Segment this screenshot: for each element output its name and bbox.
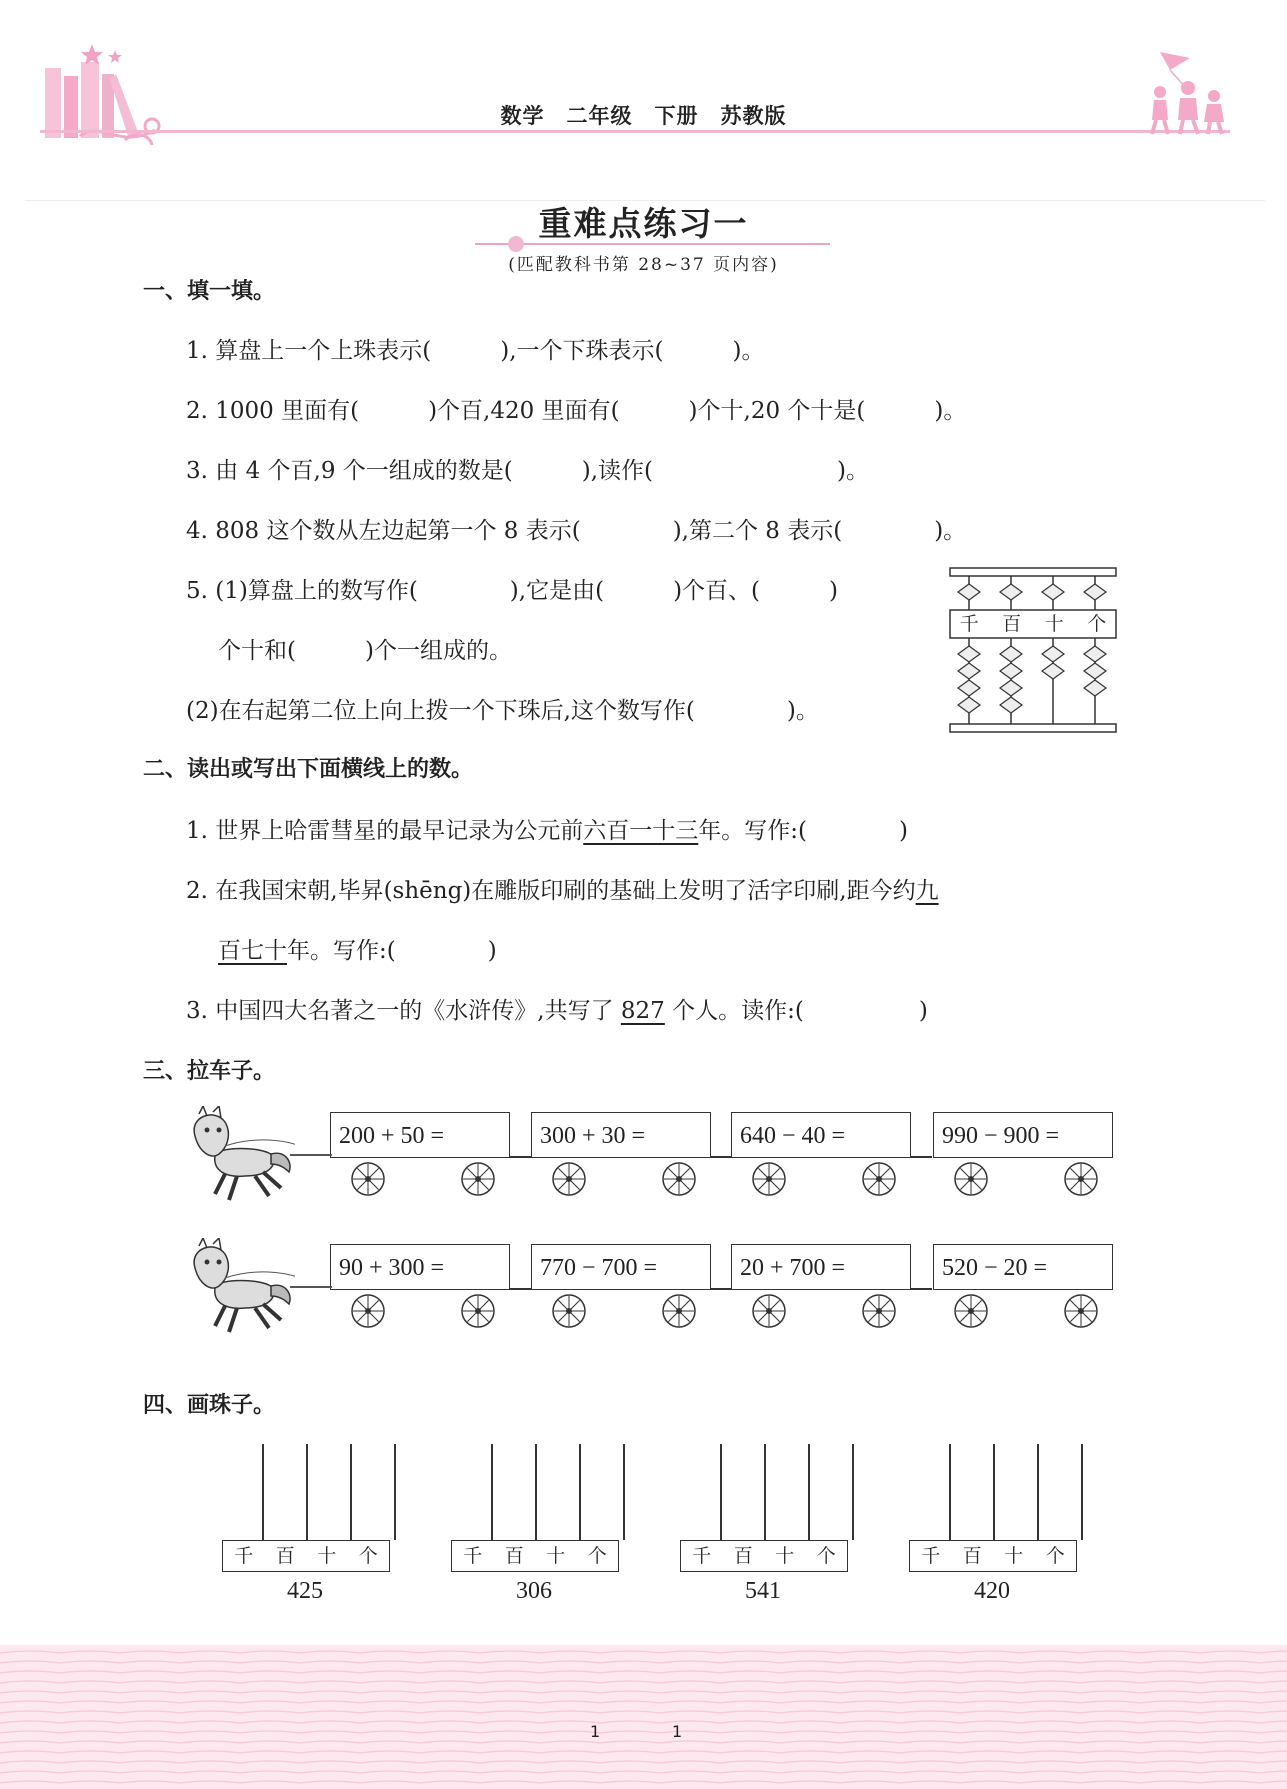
header-title: 数学 二年级 下册 苏教版 [500, 103, 787, 128]
title-rule [475, 243, 830, 245]
abacus-lower-bead [1000, 697, 1022, 713]
s2-q2-post: 年。写作:( ) [287, 938, 497, 964]
place-value-label: 个 [358, 1545, 378, 1567]
train-car-equation[interactable]: 990 − 900 = [933, 1112, 1113, 1158]
car-coupler [510, 1288, 531, 1290]
train-row-1 [185, 1112, 1120, 1232]
wheel-icon [953, 1293, 989, 1333]
wheel-icon [460, 1161, 496, 1201]
s1-question-4: 4. 808 这个数从左边起第一个 8 表示( ),第二个 8 表示( )。 [186, 518, 967, 544]
s2-q3-post: 个人。读作:( ) [664, 998, 928, 1024]
s2-q1-pre: 1. 世界上哈雷彗星的最早记录为公元前 [186, 818, 584, 844]
abacus-upper-bead [1084, 584, 1106, 600]
bead-rod [852, 1444, 854, 1540]
target-number: 541 [745, 1578, 781, 1604]
bead-rod [306, 1444, 308, 1540]
page-number-right: 1 [672, 1722, 683, 1741]
place-value-label: 百 [504, 1545, 524, 1567]
s2-q1-post: 年。写作:( ) [698, 818, 908, 844]
abacus-lower-bead [1000, 680, 1022, 696]
car-coupler [911, 1156, 932, 1158]
s2-question-1 [186, 812, 908, 845]
abacus-figure [948, 566, 1118, 734]
section-2-heading: 二、读出或写出下面横线上的数。 [143, 757, 474, 782]
bead-rod [1037, 1444, 1039, 1540]
s2-q3-pre: 3. 中国四大名著之一的《水浒传》,共写了 [186, 998, 621, 1024]
bead-exercise[interactable] [909, 1440, 1079, 1610]
abacus-lower-bead [1084, 646, 1106, 662]
wheel-icon [1063, 1293, 1099, 1333]
place-value-labels [680, 1540, 848, 1572]
place-value-labels [909, 1540, 1077, 1572]
abacus-label: 十 [1044, 613, 1064, 635]
abacus-label: 个 [1087, 613, 1107, 635]
car-coupler [510, 1156, 531, 1158]
abacus-lower-bead [1084, 663, 1106, 679]
wheel-icon [460, 1293, 496, 1333]
place-value-label: 十 [775, 1545, 795, 1567]
wheel-icon [551, 1161, 587, 1201]
wheel-icon [350, 1293, 386, 1333]
place-value-label: 个 [587, 1545, 607, 1567]
abacus-label-row [948, 610, 1118, 638]
book-logo-icon [40, 40, 170, 150]
s2-question-3 [186, 992, 928, 1025]
harness-rope [290, 1286, 332, 1288]
bead-rod [949, 1444, 951, 1540]
horse-icon [185, 1106, 295, 1210]
wheel-icon [661, 1161, 697, 1201]
place-value-label: 个 [1045, 1545, 1065, 1567]
train-car-equation[interactable]: 520 − 20 = [933, 1244, 1113, 1290]
abacus-upper-bead [1042, 584, 1064, 600]
place-value-label: 百 [962, 1545, 982, 1567]
place-value-label: 个 [816, 1545, 836, 1567]
bead-rod [720, 1444, 722, 1540]
place-value-label: 千 [692, 1545, 712, 1567]
bead-rod [262, 1444, 264, 1540]
wheel-icon [861, 1293, 897, 1333]
target-number: 420 [974, 1578, 1010, 1604]
target-number: 425 [287, 1578, 323, 1604]
car-coupler [911, 1288, 932, 1290]
s1-question-2: 2. 1000 里面有( )个百,420 里面有( )个十,20 个十是( )。 [186, 398, 967, 424]
s2-q2-underlined-b: 百七十 [218, 938, 287, 964]
abacus-lower-bead [958, 680, 980, 696]
place-value-label: 千 [921, 1545, 941, 1567]
place-value-label: 千 [234, 1545, 254, 1567]
place-value-label: 十 [317, 1545, 337, 1567]
bead-rod [394, 1444, 396, 1540]
train-car-equation[interactable]: 640 − 40 = [731, 1112, 911, 1158]
car-coupler [711, 1156, 732, 1158]
abacus-lower-bead [958, 663, 980, 679]
bead-rod [1081, 1444, 1083, 1540]
s2-question-2-cont [218, 932, 497, 965]
bead-exercise[interactable] [680, 1440, 850, 1610]
page-title: 重难点练习一 [538, 204, 749, 243]
wheel-icon [1063, 1161, 1099, 1201]
abacus-lower-bead [1042, 646, 1064, 662]
header-rule [40, 130, 1230, 133]
bead-rod [623, 1444, 625, 1540]
place-value-label: 十 [1004, 1545, 1024, 1567]
s1-question-5a: 5. (1)算盘上的数写作( ),它是由( )个百、( ) [186, 578, 838, 604]
car-coupler [711, 1288, 732, 1290]
section-4-heading: 四、画珠子。 [143, 1393, 276, 1418]
s2-q3-underlined: 827 [620, 998, 665, 1024]
bead-rod [579, 1444, 581, 1540]
wheel-icon [661, 1293, 697, 1333]
wheel-icon [551, 1293, 587, 1333]
page-number-left: 1 [590, 1722, 601, 1741]
train-car-equation[interactable]: 300 + 30 = [531, 1112, 711, 1158]
abacus-lower-bead [1042, 663, 1064, 679]
bead-exercise[interactable] [451, 1440, 621, 1610]
s2-q2-underlined-a: 九 [915, 878, 939, 904]
section-3-heading: 三、拉车子。 [143, 1059, 276, 1084]
bead-rod [764, 1444, 766, 1540]
bead-rod [491, 1444, 493, 1540]
bead-rod [350, 1444, 352, 1540]
train-car-equation[interactable]: 200 + 50 = [330, 1112, 510, 1158]
bead-exercise[interactable] [222, 1440, 392, 1610]
abacus-lower-bead [1000, 646, 1022, 662]
bead-rod [808, 1444, 810, 1540]
s1-question-1: 1. 算盘上一个上珠表示( ),一个下珠表示( )。 [186, 338, 765, 364]
place-value-label: 十 [546, 1545, 566, 1567]
train-row-2 [185, 1244, 1120, 1364]
abacus-label: 百 [1002, 613, 1022, 635]
horse-icon [185, 1238, 295, 1342]
target-number: 306 [516, 1578, 552, 1604]
place-value-labels [222, 1540, 390, 1572]
kids-kite-icon [1140, 50, 1240, 135]
bead-rod [535, 1444, 537, 1540]
wheel-icon [953, 1161, 989, 1201]
s1-question-3: 3. 由 4 个百,9 个一组成的数是( ),读作( )。 [186, 458, 869, 484]
wheel-icon [751, 1161, 787, 1201]
place-value-label: 百 [275, 1545, 295, 1567]
abacus-upper-bead [1000, 584, 1022, 600]
train-car-equation[interactable]: 770 − 700 = [531, 1244, 711, 1290]
wheel-icon [861, 1161, 897, 1201]
place-value-label: 百 [733, 1545, 753, 1567]
abacus-upper-bead [958, 584, 980, 600]
train-car-equation[interactable]: 20 + 700 = [731, 1244, 911, 1290]
place-value-labels [451, 1540, 619, 1572]
abacus-lower-bead [1084, 680, 1106, 696]
wheel-icon [751, 1293, 787, 1333]
place-value-label: 千 [463, 1545, 483, 1567]
abacus-lower-bead [958, 697, 980, 713]
s1-question-5c: (2)在右起第二位上向上拨一个下珠后,这个数写作( )。 [186, 698, 819, 724]
abacus-lower-bead [1000, 663, 1022, 679]
section-1-heading: 一、填一填。 [143, 279, 276, 304]
bead-drawing-area [0, 1440, 1287, 1610]
s2-q2-pre: 2. 在我国宋朝,毕昇(shēng)在雕版印刷的基础上发明了活字印刷,距今约 [186, 878, 916, 904]
wheel-icon [350, 1161, 386, 1201]
harness-rope [290, 1154, 332, 1156]
footer-band [0, 1645, 1287, 1789]
s1-question-5b: 个十和( )个一组成的。 [218, 638, 512, 664]
page-subtitle: (匹配教科书第 28~37 页内容) [508, 255, 779, 275]
train-car-equation[interactable]: 90 + 300 = [330, 1244, 510, 1290]
bead-rod [993, 1444, 995, 1540]
s2-question-2 [186, 872, 939, 905]
abacus-lower-bead [958, 646, 980, 662]
abacus-label: 千 [959, 613, 979, 635]
s2-q1-underlined: 六百一十三 [583, 818, 699, 844]
